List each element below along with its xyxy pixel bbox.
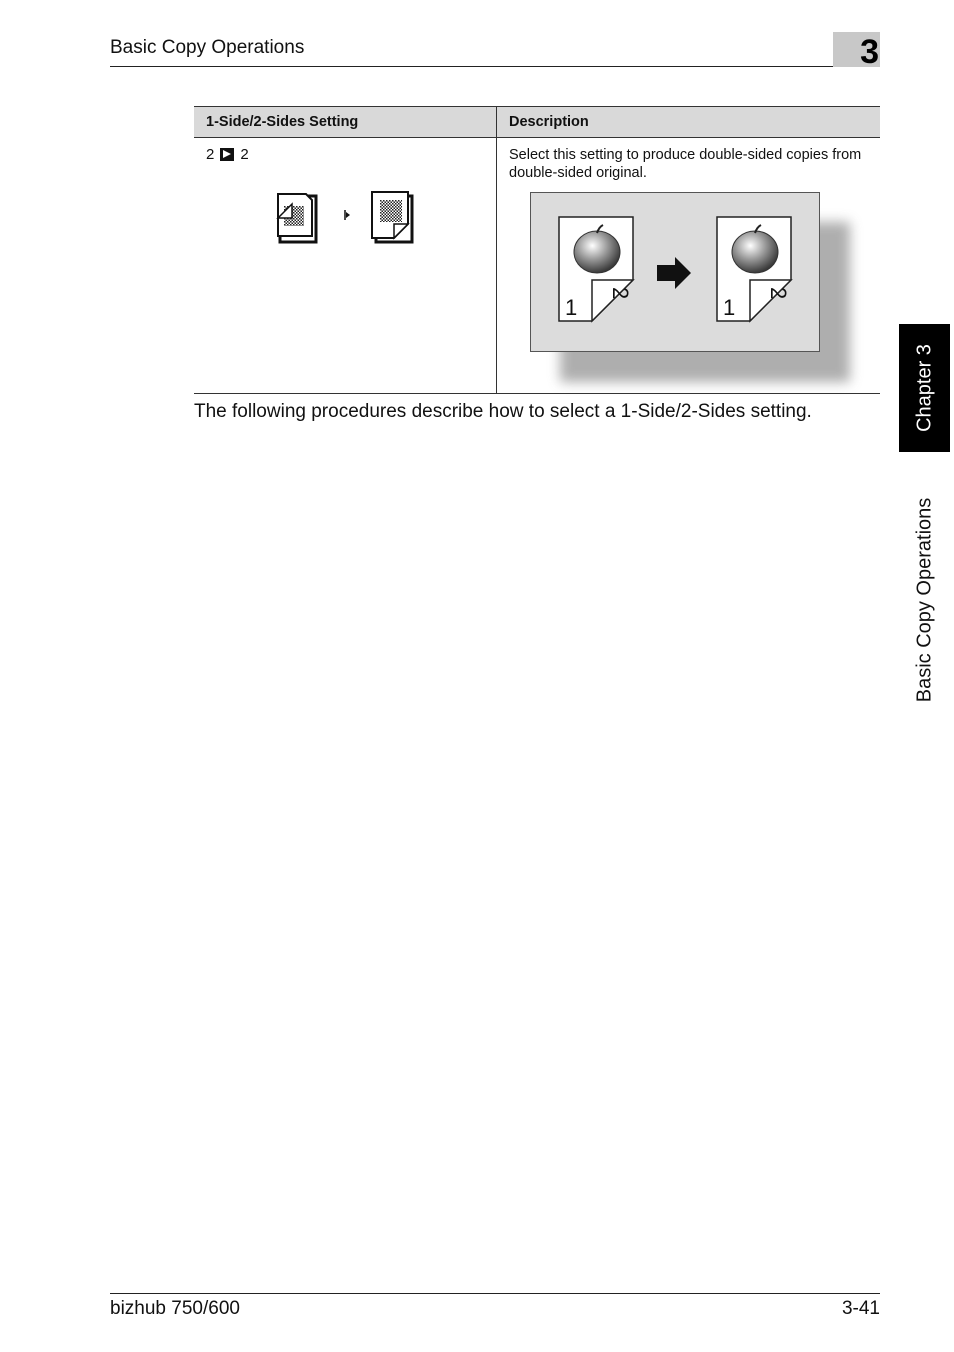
duplex-pages-graphic [531, 193, 819, 351]
column-header-description: Description [497, 107, 881, 138]
description-text: Select this setting to produce double-sided copies from double-sided original. [509, 147, 862, 181]
arrow-right-box-icon [220, 148, 234, 161]
setting-from: 2 [206, 146, 215, 163]
running-header-title: Basic Copy Operations [110, 37, 305, 58]
side-chapter-label: Chapter 3 [913, 344, 935, 432]
setting-label [206, 146, 484, 163]
original-page [559, 217, 633, 321]
table-header-row [194, 107, 880, 138]
original-document-icon [278, 194, 316, 242]
footer-product: bizhub 750/600 [110, 1298, 240, 1319]
copy-page [717, 217, 791, 321]
column-header-setting: 1-Side/2-Sides Setting [194, 107, 497, 138]
chapter-number-badge [833, 32, 880, 71]
duplex-illustration [530, 192, 820, 352]
copy-front-number: 1 [723, 295, 736, 320]
header-divider [110, 66, 880, 67]
small-arrow-icon [345, 210, 350, 220]
copy-back-number: 2 [766, 287, 791, 300]
copy-document-icon [372, 192, 412, 242]
side-section-label: Basic Copy Operations [913, 497, 935, 703]
table-row [194, 138, 880, 394]
side-chapter-tab [899, 324, 950, 452]
duplex-to-duplex-icon [272, 188, 422, 248]
footer-page-number: 3-41 [841, 1298, 880, 1319]
arrow-right-icon [657, 257, 691, 289]
setting-cell [194, 138, 497, 394]
procedure-intro-text: The following procedures describe how to select a 1-Side/2-Sides setting. [194, 401, 812, 422]
page-front-number: 1 [565, 295, 578, 320]
page-back-number: 2 [608, 287, 633, 300]
footer-divider [110, 1293, 880, 1294]
chapter-number: 3 [860, 33, 879, 71]
setting-to: 2 [240, 146, 249, 163]
description-cell [497, 138, 881, 394]
illustration-panel [530, 192, 820, 352]
side-section-tab [899, 470, 950, 730]
settings-table [194, 106, 880, 394]
